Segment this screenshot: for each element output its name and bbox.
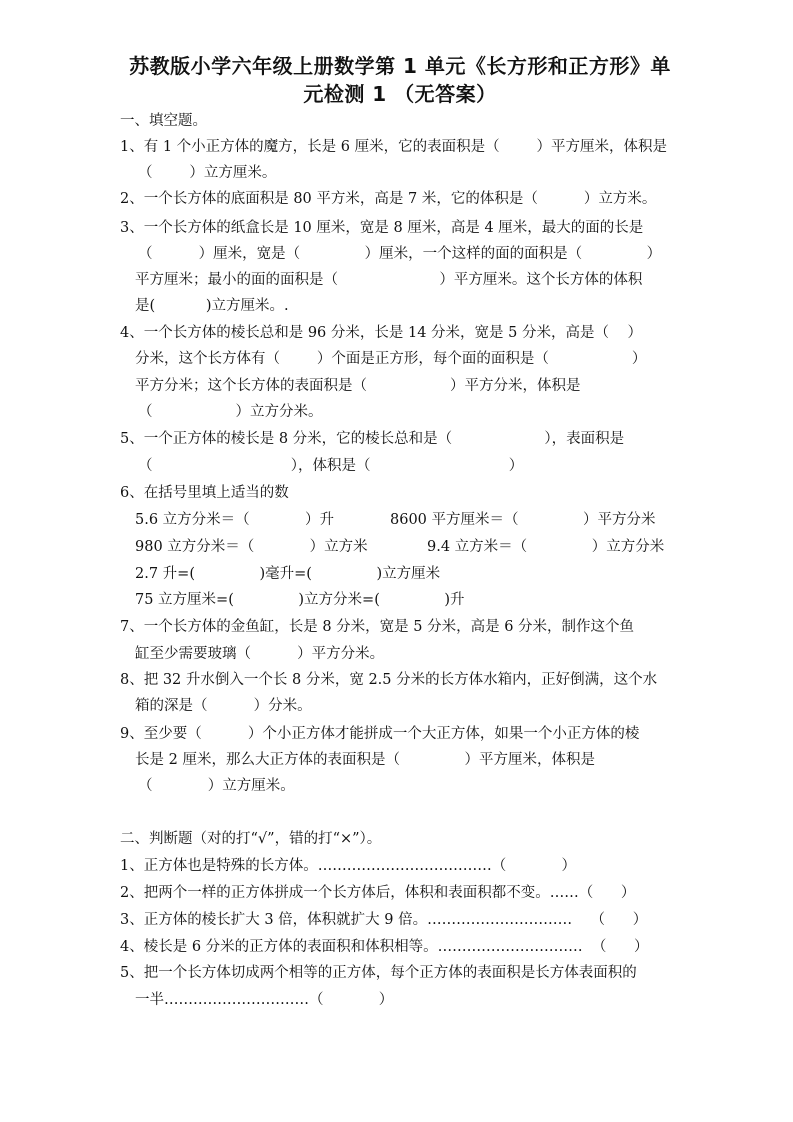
document-title-line-1: 苏教版小学六年级上册数学第 1 单元《长方形和正方形》单 <box>129 54 671 78</box>
section-2-heading: 二、判断题（对的打“√”，错的打“×”）。 <box>120 831 382 847</box>
conversion-left: 75 立方厘米=( )立方分米=( )升 <box>135 592 465 608</box>
conversion-left: 2.7 升=( )毫升=( )立方厘米 <box>135 566 441 582</box>
question-line: （ ）立方厘米。 <box>138 165 277 181</box>
question-line: 4、一个长方体的棱长总和是 96 分米，长是 14 分米，宽是 5 分米，高是（ ） <box>120 325 642 341</box>
question-line: （ ）立方厘米。 <box>138 778 295 794</box>
document-title-line-2: 元检测 1 （无答案） <box>303 82 497 106</box>
section-1-heading: 一、填空题。 <box>120 113 207 129</box>
judgement-line: 4、棱长是 6 分米的正方体的表面积和体积相等。………………………… （ ） <box>120 939 649 955</box>
question-line: 5、一个正方体的棱长是 8 分米，它的棱长总和是（ ），表面积是 <box>120 431 625 447</box>
question-line: 2、一个长方体的底面积是 80 平方米，高是 7 米，它的体积是（ ）立方米。 <box>120 191 657 207</box>
judgement-line: 2、把两个一样的正方体拼成一个长方体后，体积和表面积都不变。……（ ） <box>120 885 636 901</box>
question-line: 缸至少需要玻璃（ ）平方分米。 <box>135 646 385 662</box>
question-line: （ ）厘米，宽是（ ）厘米，一个这样的面的面积是（ ） <box>138 246 662 262</box>
question-line: 6、在括号里填上适当的数 <box>120 485 289 501</box>
question-line: 8、把 32 升水倒入一个长 8 分米，宽 2.5 分米的长方体水箱内，正好倒满，这个水 <box>120 672 658 688</box>
question-line: 3、一个长方体的纸盒长是 10 厘米，宽是 8 厘米，高是 4 厘米，最大的面的长是 <box>120 220 644 236</box>
question-line: 箱的深是（ ）分米。 <box>135 698 312 714</box>
conversion-left: 5.6 立方分米＝（ ）升 <box>135 512 334 528</box>
question-line: 平方厘米；最小的面的面积是（ ）平方厘米。这个长方体的体积 <box>135 272 643 288</box>
conversion-right: 9.4 立方米＝（ ）立方分米 <box>427 539 665 555</box>
judgement-line: 1、正方体也是特殊的长方体。………………………………（ ） <box>120 858 577 874</box>
conversion-right: 8600 平方厘米＝（ ）平方分米 <box>390 512 656 528</box>
judgement-line: 3、正方体的棱长扩大 3 倍，体积就扩大 9 倍。………………………… （ ） <box>120 912 648 928</box>
judgement-line: 5、把一个长方体切成两个相等的正方体，每个正方体的表面积是长方体表面积的 <box>120 965 637 981</box>
question-line: 9、至少要（ ）个小正方体才能拼成一个大正方体，如果一个小正方体的棱 <box>120 726 640 742</box>
question-line: 长是 2 厘米，那么大正方体的表面积是（ ）平方厘米，体积是 <box>135 752 595 768</box>
question-line: 7、一个长方体的金鱼缸，长是 8 分米，宽是 5 分米，高是 6 分米，制作这个鱼 <box>120 619 635 635</box>
question-line: 分米，这个长方体有（ ）个面是正方形，每个面的面积是（ ） <box>135 351 647 367</box>
conversion-left: 980 立方分米＝（ ）立方米 <box>135 539 368 555</box>
question-line: 1、有 1 个小正方体的魔方，长是 6 厘米，它的表面积是（ ）平方厘米，体积是 <box>120 139 667 155</box>
question-line: （ ）立方分米。 <box>138 404 323 420</box>
question-line: 平方分米；这个长方体的表面积是（ ）平方分米，体积是 <box>135 378 581 394</box>
judgement-line: 一半…………………………（ ） <box>135 992 394 1008</box>
question-line: 是( )立方厘米。. <box>135 298 289 314</box>
question-line: （ ），体积是（ ） <box>138 458 524 474</box>
